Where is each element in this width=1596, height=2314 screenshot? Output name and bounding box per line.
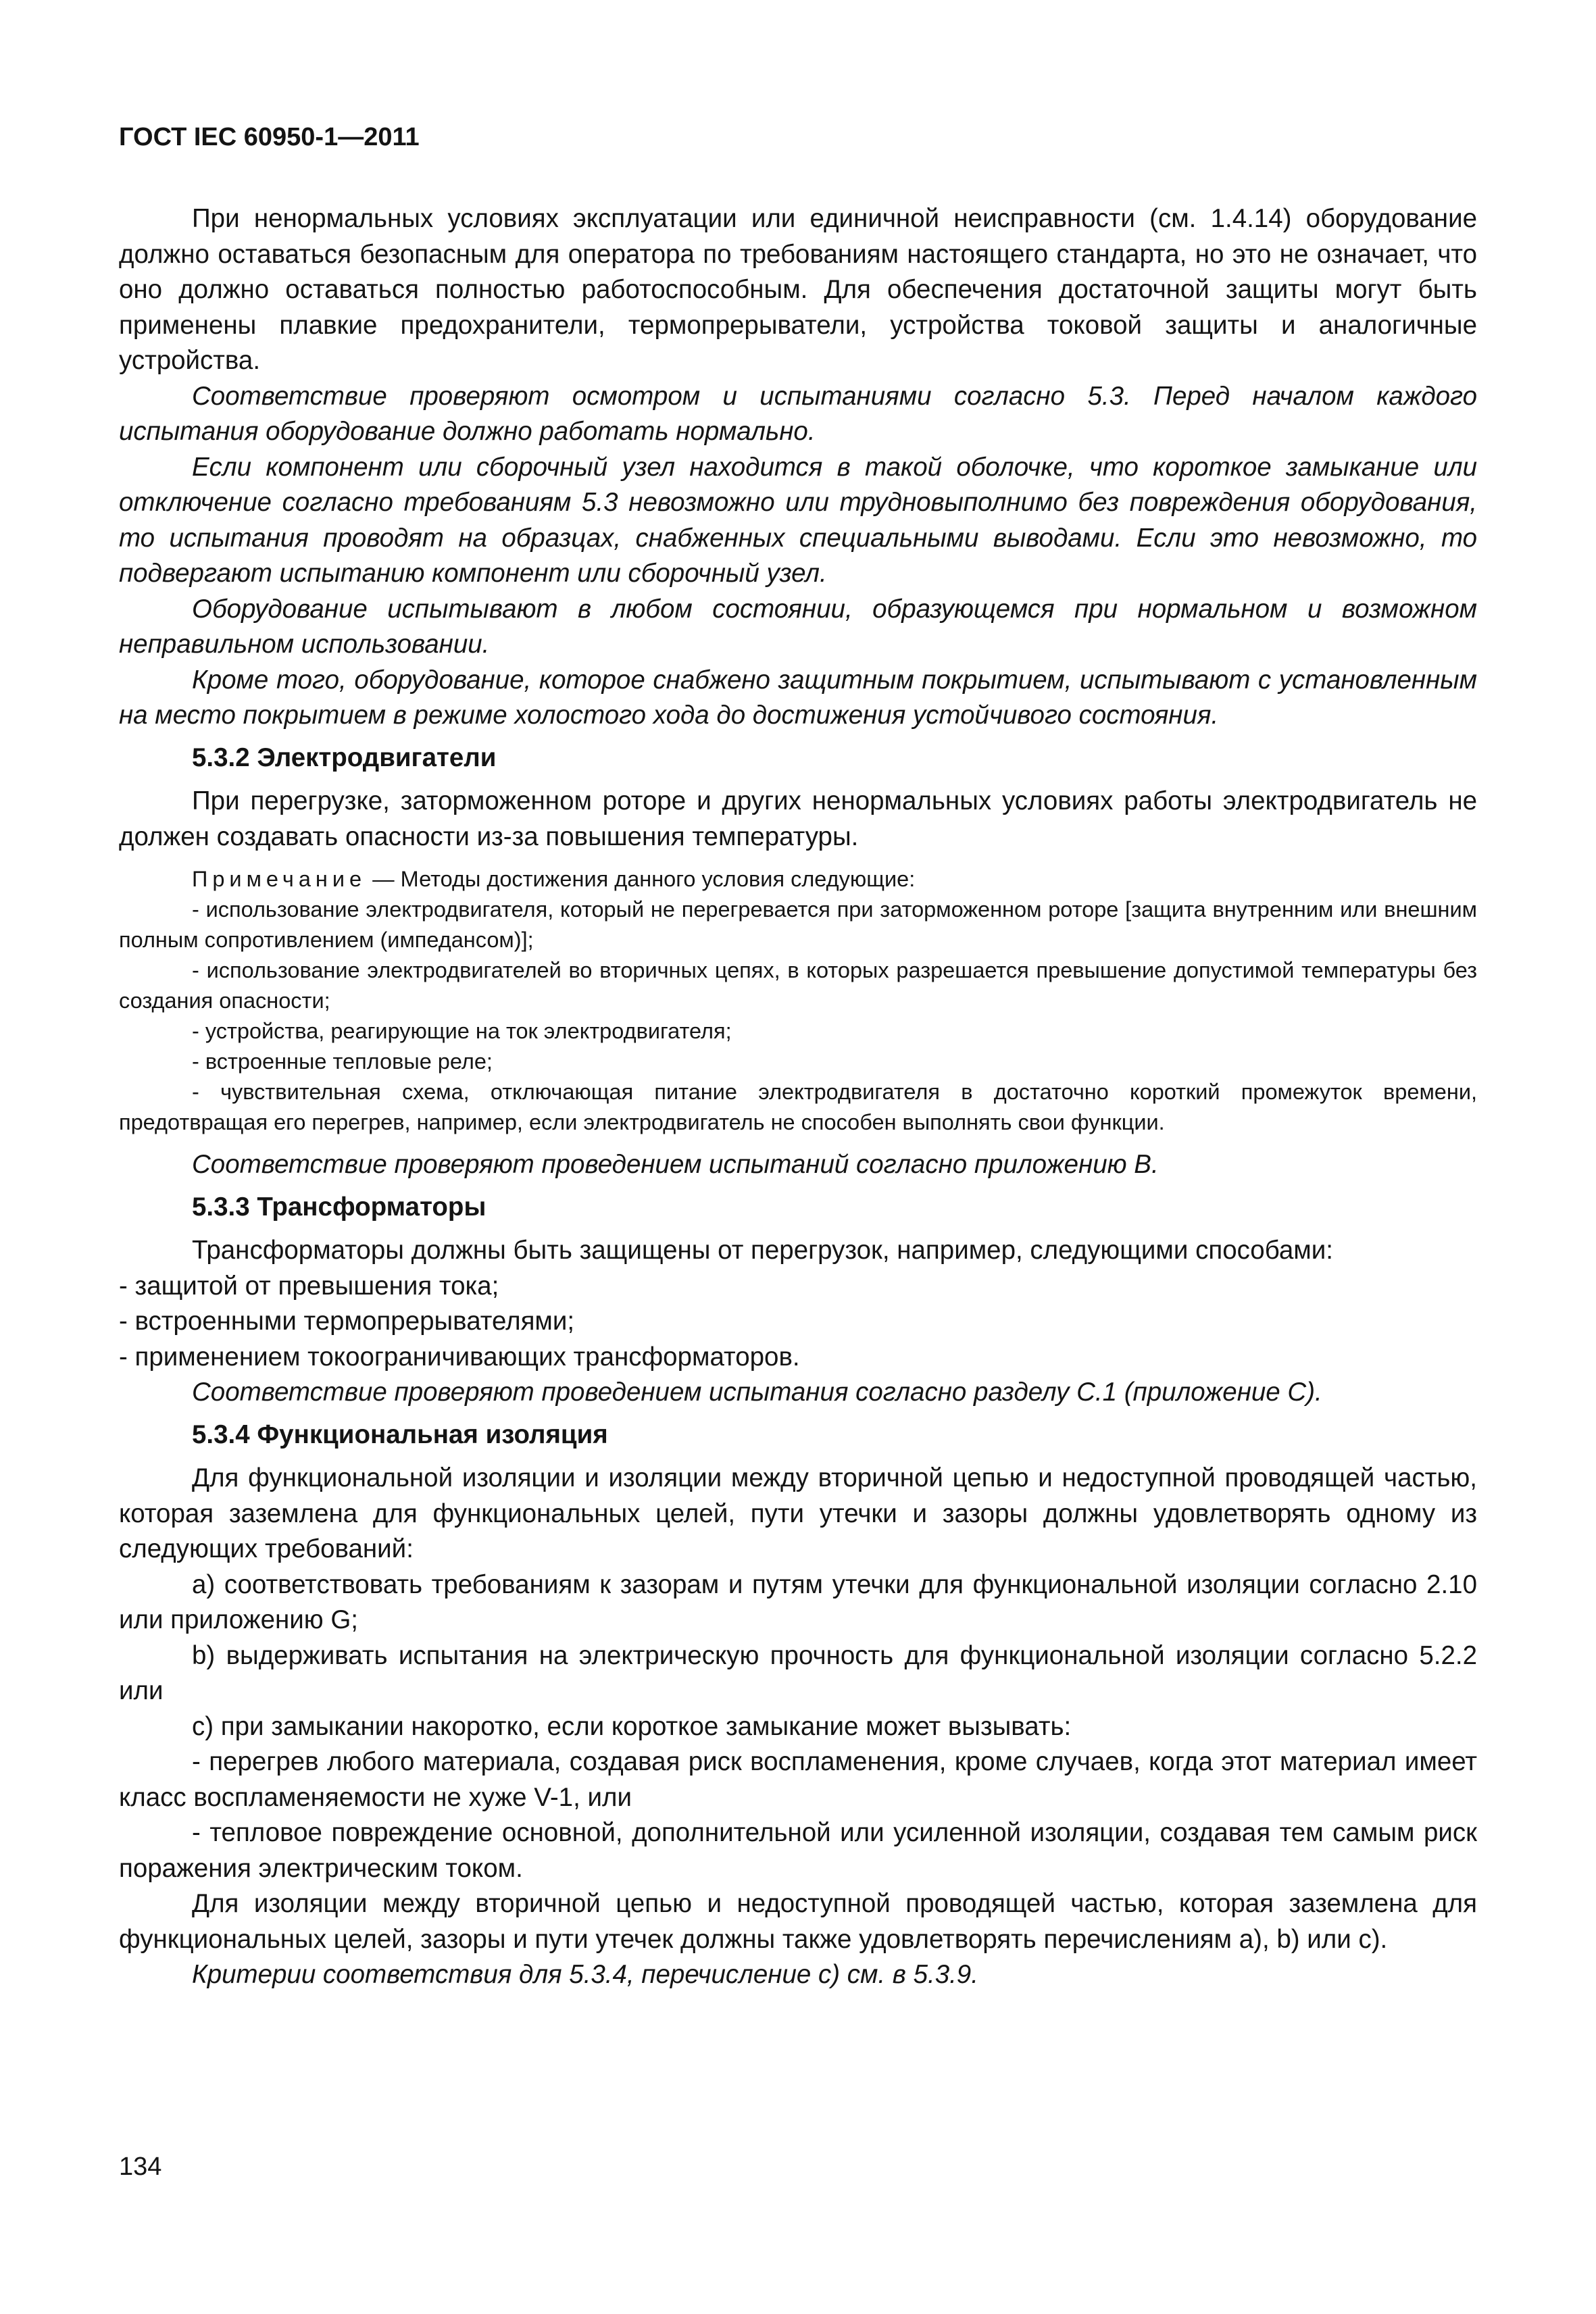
spacer <box>119 1138 1477 1147</box>
note-text: — Методы достижения данного условия следующие: <box>366 867 916 891</box>
list-item: - защитой от превышения тока; <box>119 1271 499 1301</box>
note-label: Примечание <box>192 867 367 891</box>
list-item: а) соответствовать требованиям к зазорам и путям утечки для функциональной изоляции согласно 2.10 или приложению G; <box>119 1569 1477 1634</box>
section-heading-5-3-2: 5.3.2 Электродвигатели <box>192 743 497 772</box>
list-item: - применением токоограничивающих трансформаторов. <box>119 1342 800 1372</box>
compliance-paragraph: Если компонент или сборочный узел находится в такой оболочке, что короткое замыкание или отключение согласно требованиям 5.3 невозможно или трудновыполнимо без повреждения оборудования, то испытания проводят на образцах, снабженных специальными выводами. Если это невозможно, то подвергают испытанию компонент или сборочный узел. <box>119 452 1477 588</box>
note-item: - чувствительная схема, отключающая питание электродвигателя в достаточно короткий промежуток времени, предотвращая его перегрев, например, если электродвигатель не способен выполнять свои функции. <box>119 1080 1477 1134</box>
list-item: - тепловое повреждение основной, дополнительной или усиленной изоляции, создавая тем самым риск поражения электрическим током. <box>119 1818 1477 1883</box>
section-heading-5-3-4: 5.3.4 Функциональная изоляция <box>192 1419 608 1449</box>
paragraph: При ненормальных условиях эксплуатации или единичной неисправности (см. 1.4.14) оборудование должно оставаться безопасным для оператора по требованиям настоящего стандарта, но это не означает, что оно должно оставаться полностью работоспособным. Для обеспечения достаточной защиты могут быть применены плавкие предохранители, термопрерыватели, устройства токовой защиты и аналогичные устройства. <box>119 204 1477 375</box>
compliance-paragraph: Соответствие проверяют проведением испытания согласно разделу С.1 (приложение С). <box>192 1378 1322 1407</box>
list-item: - встроенными термопрерывателями; <box>119 1307 575 1336</box>
compliance-paragraph: Оборудование испытывают в любом состоянии, образующемся при нормальном и возможном неправильном использовании. <box>119 594 1477 659</box>
compliance-paragraph: Критерии соответствия для 5.3.4, перечисление с) см. в 5.3.9. <box>192 1960 978 1989</box>
compliance-paragraph: Кроме того, оборудование, которое снабжено защитным покрытием, испытывают с установленным на место покрытием в режиме холостого хода до достижения устойчивого состояния. <box>119 665 1477 730</box>
note-item: - использование электродвигателей во вторичных цепях, в которых разрешается превышение допустимой температуры без создания опасности; <box>119 958 1477 1013</box>
paragraph: При перегрузке, заторможенном роторе и других ненормальных условиях работы электродвигатель не должен создавать опасности из-за повышения температуры. <box>119 786 1477 851</box>
section-heading-5-3-3: 5.3.3 Трансформаторы <box>192 1192 487 1222</box>
note-intro <box>119 864 1477 895</box>
note-block <box>119 864 1477 1138</box>
page-number: 134 <box>119 2153 162 2181</box>
document-header: ГОСТ IEC 60950-1—2011 <box>119 123 420 151</box>
compliance-paragraph: Соответствие проверяют осмотром и испытаниями согласно 5.3. Перед началом каждого испытания оборудование должно работать нормально. <box>119 381 1477 446</box>
list-item: - перегрев любого материала, создавая риск воспламенения, кроме случаев, когда этот материал имеет класс воспламеняемости не хуже V-1, или <box>119 1747 1477 1812</box>
compliance-paragraph: Соответствие проверяют проведением испытаний согласно приложению В. <box>192 1150 1159 1179</box>
note-item: - встроенные тепловые реле; <box>192 1049 493 1074</box>
note-item: - использование электродвигателя, который не перегревается при заторможенном роторе [защита внутренним или внешним полным сопротивлением (импедансом)]; <box>119 897 1477 952</box>
page-content <box>119 201 1477 1993</box>
list-item: с) при замыкании накоротко, если короткое замыкание может вызывать: <box>192 1711 1072 1741</box>
paragraph: Для функциональной изоляции и изоляции между вторичной цепью и недоступной проводящей частью, которая заземлена для функциональных целей, пути утечки и зазоры должны удовлетворять одному из следующих требований: <box>119 1463 1477 1563</box>
paragraph: Для изоляции между вторичной цепью и недоступной проводящей частью, которая заземлена для функциональных целей, зазоры и пути утечек должны также удовлетворять перечислениям а), b) или с). <box>119 1889 1477 1954</box>
list-item: b) выдерживать испытания на электрическую прочность для функциональной изоляции согласно 5.2.2 или <box>119 1640 1477 1705</box>
note-item: - устройства, реагирующие на ток электродвигателя; <box>192 1019 732 1043</box>
spacer <box>119 855 1477 864</box>
paragraph: Трансформаторы должны быть защищены от перегрузок, например, следующими способами: <box>192 1236 1333 1265</box>
